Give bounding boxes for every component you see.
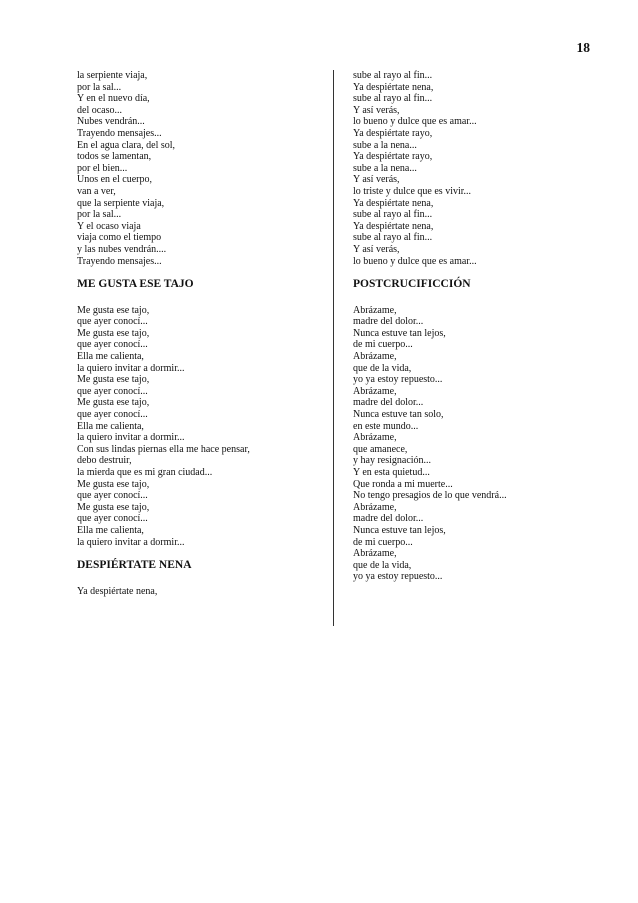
- verse-line: Ya despiértate rayo,: [353, 151, 433, 163]
- verse-line: de mi cuerpo...: [353, 339, 413, 351]
- verse-line: sube a la nena...: [353, 162, 417, 174]
- heading-postcrucificcion: POSTCRUCIFICCIÓN: [353, 278, 471, 291]
- verse-line: que amanece,: [353, 443, 408, 455]
- verse-line: Ya despiértate nena,: [353, 220, 434, 232]
- verse-line: la quiero invitar a dormir...: [77, 536, 185, 548]
- verse-line: la mierda que es mi gran ciudad...: [77, 467, 213, 478]
- verse-line: Y en esta quietud...: [353, 467, 430, 478]
- poem-continuation: [77, 70, 325, 267]
- poem-despiertate-nena-continuation: [353, 70, 603, 267]
- verse-line: Me gusta ese tajo,: [77, 501, 150, 513]
- verse-line: Me gusta ese tajo,: [77, 304, 150, 316]
- verse-line: Abrázame,: [353, 548, 397, 560]
- verse-line: Abrázame,: [353, 351, 397, 363]
- verse-line: No tengo presagios de lo que vendrá...: [353, 490, 507, 502]
- verse-line: que ayer conocí...: [77, 385, 148, 397]
- verse-line: madre del dolor...: [353, 513, 424, 525]
- verse-line: En el agua clara, del sol,: [77, 139, 176, 151]
- verse-line: Y así verás,: [353, 174, 400, 186]
- verse-line: por la sal...: [77, 81, 122, 93]
- left-column: [77, 70, 325, 597]
- verse-line: Y el ocaso viaja: [77, 220, 141, 232]
- verse-line: Me gusta ese tajo,: [77, 374, 150, 386]
- verse-line: lo triste y dulce que es vivir...: [353, 185, 472, 197]
- verse-line: Me gusta ese tajo,: [77, 397, 150, 409]
- verse-line: en este mundo...: [353, 420, 419, 432]
- verse-line: Trayendo mensajes...: [77, 255, 162, 267]
- verse-line: que de la vida,: [353, 559, 412, 571]
- verse-line: y hay resignación...: [353, 455, 432, 467]
- verse-line: sube al rayo al fin...: [353, 70, 433, 81]
- verse-line: Trayendo mensajes...: [77, 127, 162, 139]
- verse-line: y las nubes vendrán....: [77, 243, 167, 255]
- verse-line: yo ya estoy repuesto...: [353, 571, 443, 583]
- verse-line: Nunca estuve tan solo,: [353, 409, 444, 421]
- poem-despiertate-nena: [77, 586, 325, 598]
- verse-line: que ayer conocí...: [77, 339, 148, 351]
- heading-despiertate-nena: DESPIÉRTATE NENA: [77, 559, 192, 572]
- verse-line: Abrázame,: [353, 501, 397, 513]
- verse-line: madre del dolor...: [353, 316, 424, 328]
- verse-line: la quiero invitar a dormir...: [77, 432, 185, 444]
- verse-line: por la sal...: [77, 209, 122, 221]
- verse-line: Nunca estuve tan lejos,: [353, 524, 446, 536]
- poem-postcrucificcion: [353, 305, 603, 583]
- verse-line: Me gusta ese tajo,: [77, 478, 150, 490]
- verse-line: Nubes vendrán...: [77, 116, 145, 128]
- poem-me-gusta-ese-tajo: [77, 305, 325, 548]
- right-column: [353, 70, 603, 583]
- heading-me-gusta-ese-tajo: ME GUSTA ESE TAJO: [77, 278, 194, 291]
- verse-line: viaja como el tiempo: [77, 232, 162, 244]
- verse-line: Me gusta ese tajo,: [77, 327, 150, 339]
- verse-line: que ayer conocí...: [77, 316, 148, 328]
- verse-line: lo bueno y dulce que es amar...: [353, 116, 477, 128]
- verse-line: Ya despiértate nena,: [77, 585, 158, 597]
- verse-line: Con sus lindas piernas ella me hace pensar,: [77, 443, 250, 455]
- page-number: 18: [576, 40, 590, 55]
- verse-line: lo bueno y dulce que es amar...: [353, 255, 477, 267]
- verse-line: que ayer conocí...: [77, 490, 148, 502]
- verse-line: sube al rayo al fin...: [353, 232, 433, 244]
- verse-line: que ayer conocí...: [77, 409, 148, 421]
- verse-line: Ella me calienta,: [77, 351, 144, 363]
- verse-line: del ocaso...: [77, 104, 122, 116]
- verse-line: Abrázame,: [353, 385, 397, 397]
- verse-line: Ya despiértate nena,: [353, 81, 434, 93]
- verse-line: sube a la nena...: [353, 139, 417, 151]
- verse-line: Ella me calienta,: [77, 524, 144, 536]
- verse-line: Abrázame,: [353, 432, 397, 444]
- verse-line: madre del dolor...: [353, 397, 424, 409]
- verse-line: por el bien...: [77, 162, 128, 174]
- verse-line: Nunca estuve tan lejos,: [353, 327, 446, 339]
- verse-line: Que ronda a mi muerte...: [353, 478, 453, 490]
- column-divider: [333, 70, 334, 626]
- verse-line: Y así verás,: [353, 104, 400, 116]
- verse-line: que de la vida,: [353, 362, 412, 374]
- verse-line: de mi cuerpo...: [353, 536, 413, 548]
- verse-line: Y así verás,: [353, 243, 400, 255]
- verse-line: todos se lamentan,: [77, 151, 152, 163]
- verse-line: yo ya estoy repuesto...: [353, 374, 443, 386]
- verse-line: que ayer conocí...: [77, 513, 148, 525]
- verse-line: la serpiente viaja,: [77, 70, 148, 81]
- verse-line: van a ver,: [77, 185, 116, 197]
- verse-line: que la serpiente viaja,: [77, 197, 165, 209]
- verse-line: sube al rayo al fin...: [353, 93, 433, 105]
- verse-line: debo destruir,: [77, 455, 132, 467]
- verse-line: Y en el nuevo día,: [77, 93, 150, 105]
- verse-line: Abrázame,: [353, 304, 397, 316]
- verse-line: la quiero invitar a dormir...: [77, 362, 185, 374]
- verse-line: Ya despiértate rayo,: [353, 127, 433, 139]
- verse-line: sube al rayo al fin...: [353, 209, 433, 221]
- verse-line: Ya despiértate nena,: [353, 197, 434, 209]
- verse-line: Unos en el cuerpo,: [77, 174, 152, 186]
- verse-line: Ella me calienta,: [77, 420, 144, 432]
